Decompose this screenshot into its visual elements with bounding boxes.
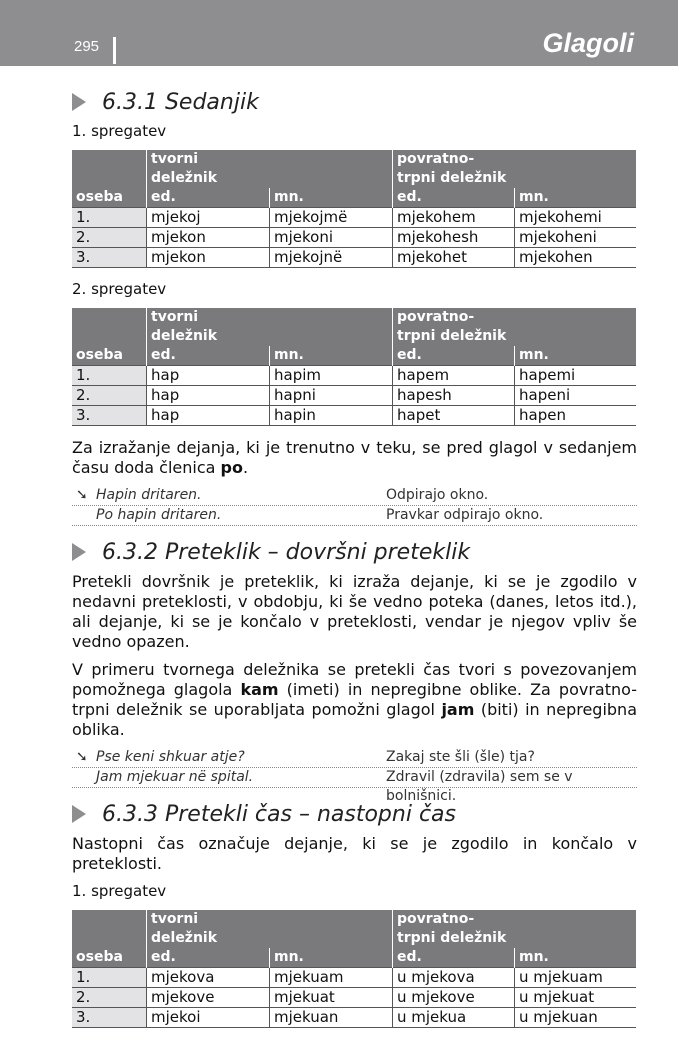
group-label: 1. spregatev	[72, 122, 167, 140]
table-cell: mjekohemi	[515, 208, 637, 228]
section-heading-sedanjik	[72, 86, 637, 118]
header-cell: ed.	[393, 346, 515, 366]
table-cell: mjekova	[147, 968, 270, 988]
header-cell: oseba	[72, 346, 147, 366]
table-cell: mjekohet	[393, 248, 515, 268]
table-cell: hapen	[515, 406, 637, 426]
table-cell: mjekohen	[515, 248, 637, 268]
paragraph: V primeru tvornega deležnika se pretekli čas tvori s povezovanjem pomožnega glagola kam (imeti) in nepregibne oblike. Za povratno-trpni deležnik se uporabljata pomožni glagol jam (biti) in nepregibna oblika.	[72, 660, 638, 739]
table-cell: mjekojnë	[270, 248, 393, 268]
arrow-icon: ➘	[76, 487, 88, 503]
table-cell: 1.	[72, 968, 147, 988]
keyword: po	[220, 458, 243, 477]
chapter-title: Glagoli	[542, 28, 634, 58]
table-cell: 3.	[72, 1008, 147, 1028]
example-row: Po hapin dritaren. Pravkar odpirajo okno.	[72, 506, 637, 526]
section-title: 6.3.3 Pretekli čas – nastopni čas	[102, 801, 456, 827]
example-list	[72, 486, 637, 526]
header-cell	[515, 308, 637, 346]
table-cell: 1.	[72, 208, 147, 228]
header-cell: tvorni deležnik	[147, 910, 270, 948]
table-cell: u mjekova	[393, 968, 515, 988]
header-cell: mn.	[270, 346, 393, 366]
table-cell: hapesh	[393, 386, 515, 406]
table-cell: mjekove	[147, 988, 270, 1008]
header-cell	[515, 150, 637, 188]
header-cell: mn.	[515, 346, 637, 366]
header-cell: ed.	[147, 188, 270, 208]
header-cell	[515, 910, 637, 948]
table-cell: 3.	[72, 248, 147, 268]
table-cell: mjekuam	[270, 968, 393, 988]
table-cell: mjekoni	[270, 228, 393, 248]
conjugation-table	[72, 150, 636, 268]
table-cell: mjekojmë	[270, 208, 393, 228]
table-cell: hapeni	[515, 386, 637, 406]
table-cell: mjekoheni	[515, 228, 637, 248]
header-cell: mn.	[270, 188, 393, 208]
group-label: 2. spregatev	[72, 280, 167, 298]
table-cell: mjekuan	[270, 1008, 393, 1028]
table-cell: mjekohem	[393, 208, 515, 228]
page-number: 295	[74, 38, 100, 55]
table-cell: hap	[147, 386, 270, 406]
header-cell: ed.	[147, 948, 270, 968]
page-header	[0, 0, 678, 66]
header-cell	[270, 150, 393, 188]
page-content	[72, 86, 637, 1040]
example-list	[72, 748, 637, 804]
section-title: 6.3.1 Sedanjik	[102, 89, 259, 115]
paragraph: Nastopni čas označuje dejanje, ki se je zgodilo in končalo v preteklosti.	[72, 834, 637, 873]
header-cell: mn.	[270, 948, 393, 968]
header-cell	[270, 910, 393, 948]
table-cell: hap	[147, 406, 270, 426]
section-triangle-icon	[72, 805, 86, 823]
table-row	[72, 228, 636, 248]
table-cell: 2.	[72, 988, 147, 1008]
header-cell: ed.	[147, 346, 270, 366]
table-cell: mjekoj	[147, 208, 270, 228]
table-cell: mjekon	[147, 248, 270, 268]
table-cell: mjekohesh	[393, 228, 515, 248]
header-cell: povratno-trpni deležnik	[393, 308, 515, 346]
table-cell: hapemi	[515, 366, 637, 386]
paragraph: Za izražanje dejanja, ki je trenutno v teku, se pred glagol v sedanjem času doda členica po.	[72, 438, 637, 477]
header-cell: tvorni deležnik	[147, 308, 270, 346]
table-cell: 1.	[72, 366, 147, 386]
table-cell: u mjekuam	[515, 968, 637, 988]
conjugation-table	[72, 910, 636, 1028]
table-cell: u mjekua	[393, 1008, 515, 1028]
header-cell	[72, 308, 147, 346]
table-cell: mjekon	[147, 228, 270, 248]
header-cell: mn.	[515, 188, 637, 208]
section-triangle-icon	[72, 543, 86, 561]
table-cell: hapim	[270, 366, 393, 386]
section-triangle-icon	[72, 93, 86, 111]
header-cell	[72, 150, 147, 188]
table-row	[72, 386, 636, 406]
header-cell: oseba	[72, 188, 147, 208]
example-row: ➘ Pse keni shkuar atje? Zakaj ste šli (šle) tja?	[72, 748, 637, 768]
table-cell: 3.	[72, 406, 147, 426]
table-row	[72, 366, 636, 386]
keyword: jam	[441, 700, 475, 719]
conjugation-table	[72, 308, 636, 426]
table-cell: mjekuat	[270, 988, 393, 1008]
header-cell	[270, 308, 393, 346]
table-row	[72, 1008, 636, 1028]
table-cell: mjekoi	[147, 1008, 270, 1028]
example-row: Jam mjekuar në spital. Zdravil (zdravila) sem se v bolnišnici.	[72, 768, 637, 788]
header-divider	[113, 37, 116, 64]
table-cell: u mjekuan	[515, 1008, 637, 1028]
table-cell: hapet	[393, 406, 515, 426]
table-cell: 2.	[72, 228, 147, 248]
table-cell: u mjekove	[393, 988, 515, 1008]
header-cell: tvorni deležnik	[147, 150, 270, 188]
arrow-icon: ➘	[76, 749, 88, 765]
table-row	[72, 968, 636, 988]
table-row	[72, 406, 636, 426]
table-cell: 2.	[72, 386, 147, 406]
example-row: ➘ Hapin dritaren. Odpirajo okno.	[72, 486, 637, 506]
header-cell: ed.	[393, 188, 515, 208]
header-cell: ed.	[393, 948, 515, 968]
header-cell: mn.	[515, 948, 637, 968]
table-row	[72, 988, 636, 1008]
section-heading-preteklik	[72, 536, 637, 568]
table-cell: hapin	[270, 406, 393, 426]
table-cell: u mjekuat	[515, 988, 637, 1008]
table-cell: hap	[147, 366, 270, 386]
header-cell: oseba	[72, 948, 147, 968]
table-row	[72, 208, 636, 228]
paragraph: Pretekli dovršnik je preteklik, ki izraža dejanje, ki se je zgodilo v nedavni preteklosti, v obdobju, ki še vedno poteka (danes, letos itd.), ali dejanje, ki se je končalo v preteklosti, vendar je njegov vpliv še vedno opazen.	[72, 572, 637, 651]
table-cell: hapem	[393, 366, 515, 386]
section-title: 6.3.2 Preteklik – dovršni preteklik	[102, 539, 471, 565]
header-cell: povratno-trpni deležnik	[393, 150, 515, 188]
table-cell: hapni	[270, 386, 393, 406]
group-label: 1. spregatev	[72, 882, 167, 900]
header-cell: povratno-trpni deležnik	[393, 910, 515, 948]
keyword: kam	[240, 680, 279, 699]
table-row	[72, 248, 636, 268]
section-heading-pretekli-cas	[72, 798, 637, 830]
header-cell	[72, 910, 147, 948]
